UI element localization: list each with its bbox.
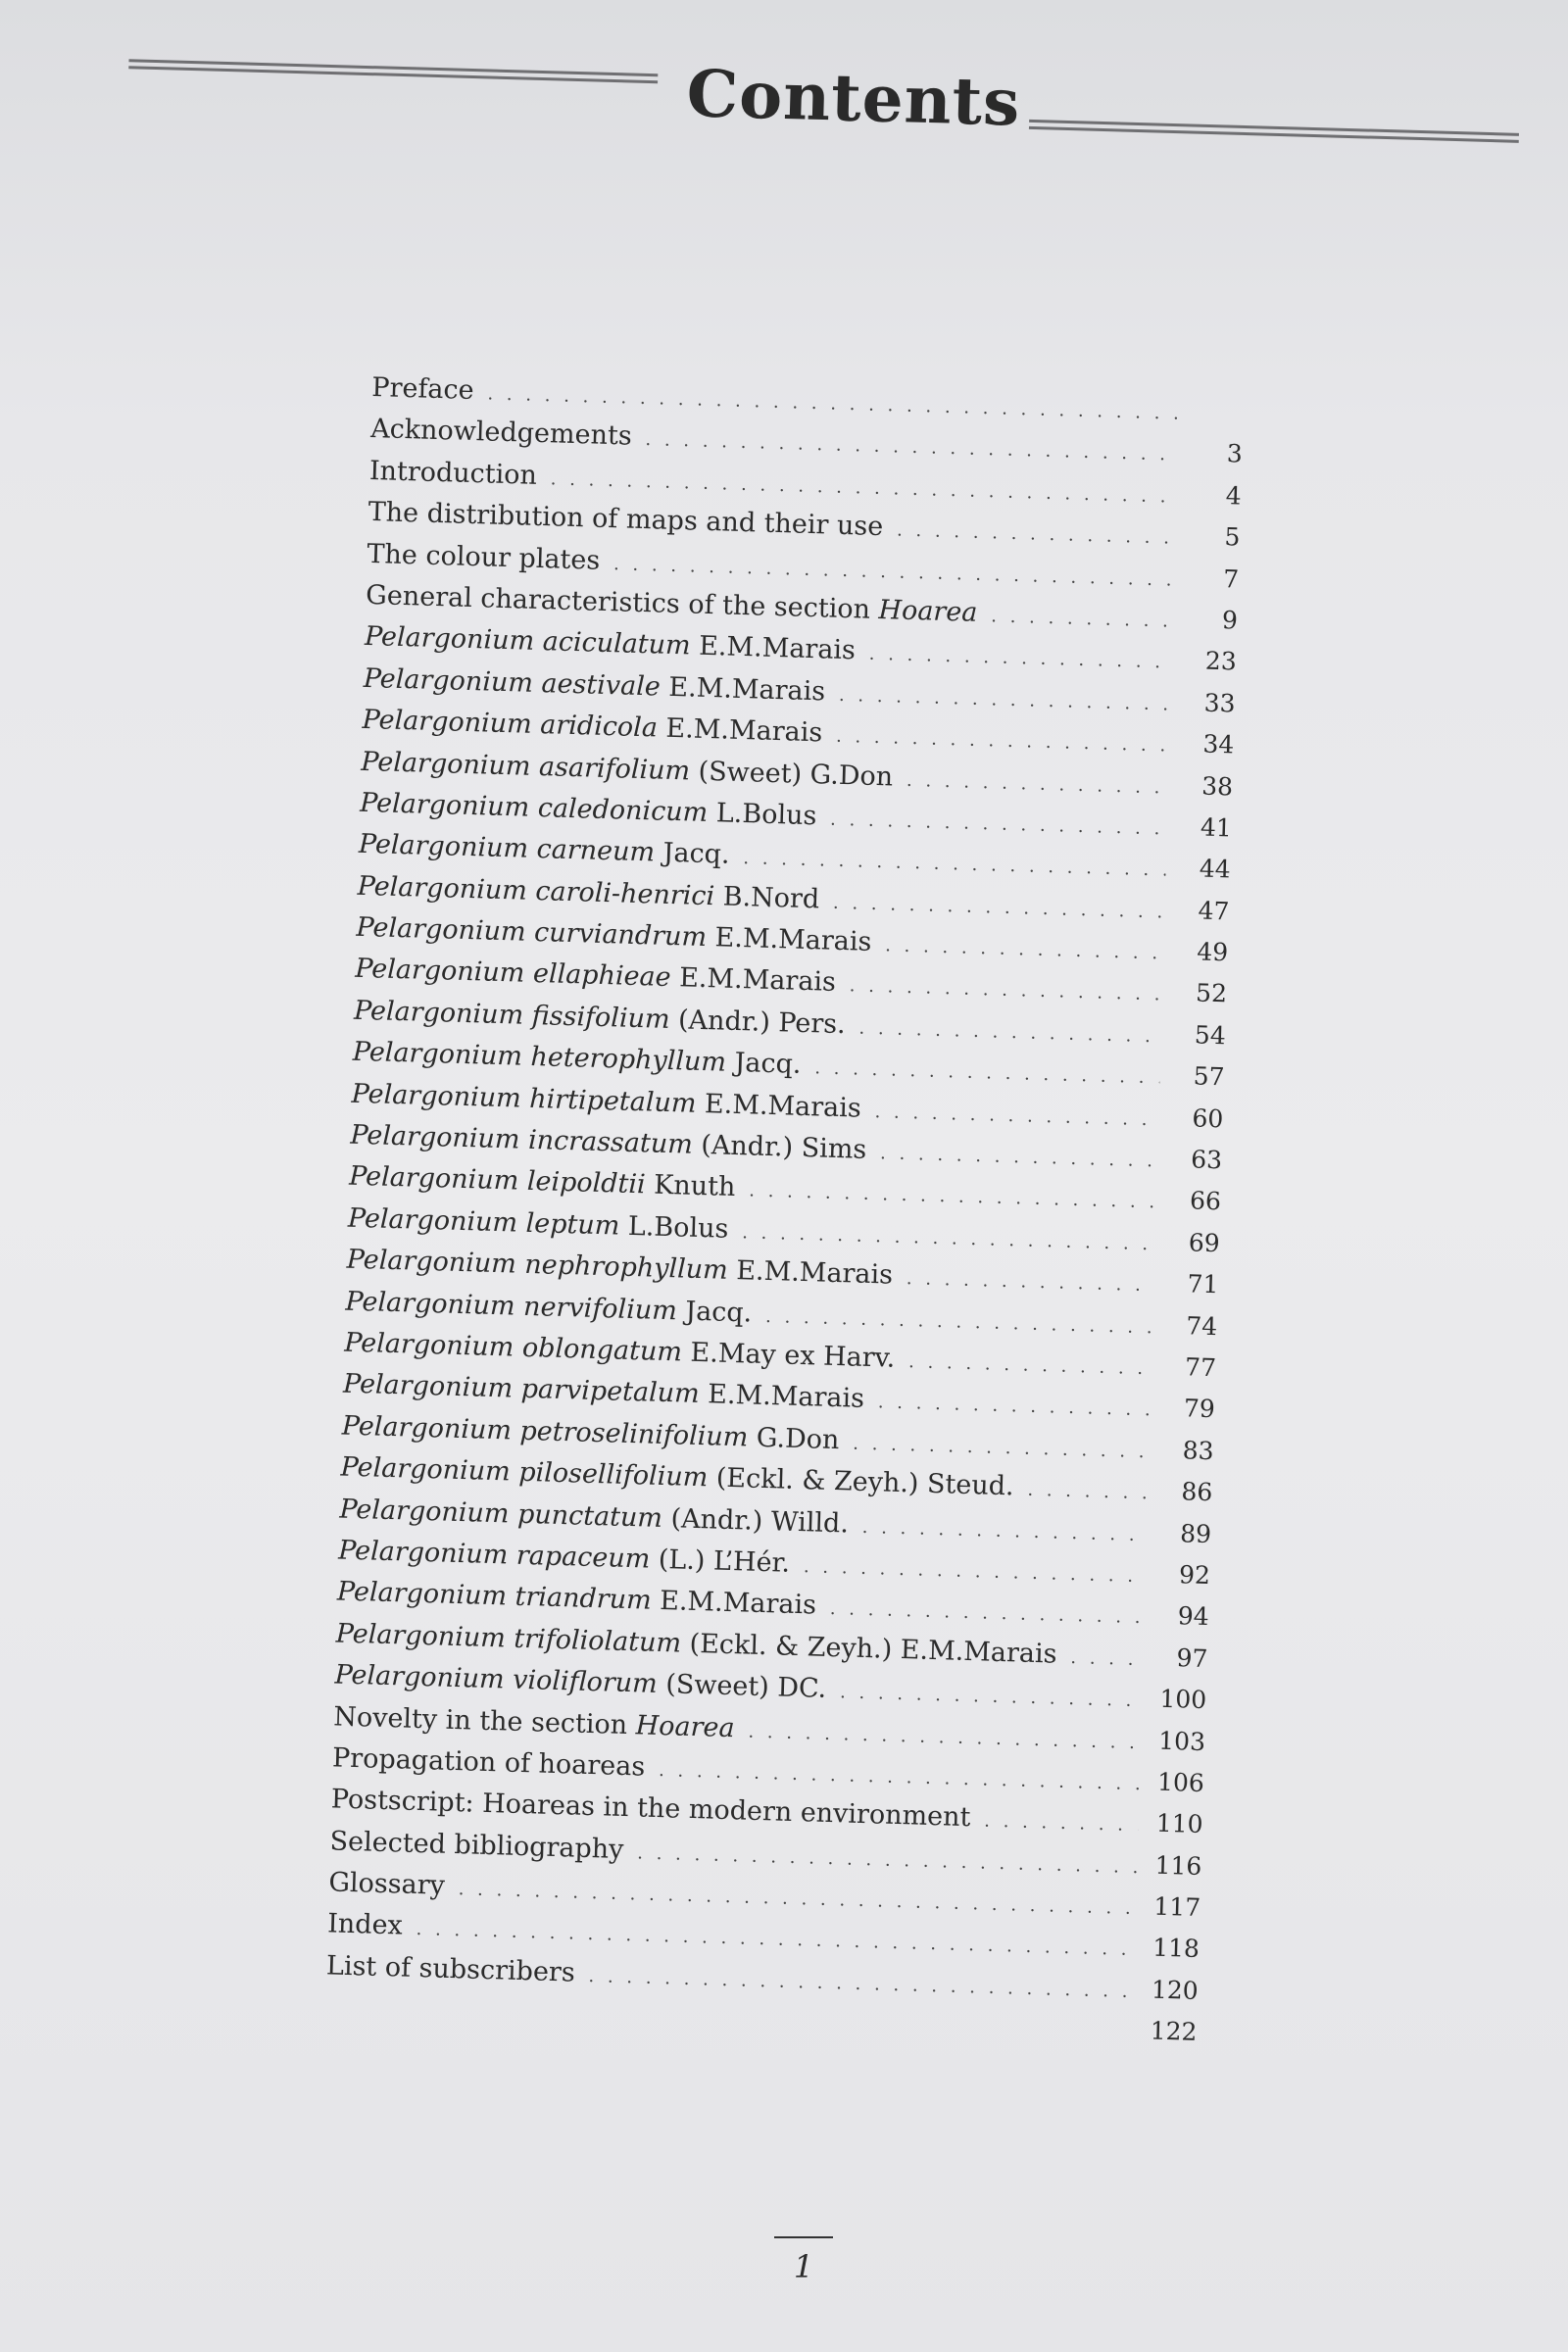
toc-entry-page: 71 — [1187, 1269, 1219, 1299]
toc-entry-page: 103 — [1157, 1726, 1206, 1756]
table-of-contents — [324, 368, 1244, 2054]
toc-entry-text: Jacq. — [676, 1295, 753, 1329]
toc-leader-dots — [1027, 1470, 1149, 1515]
toc-entry-text: Glossary — [328, 1867, 446, 1901]
toc-leader-dots — [908, 1342, 1152, 1390]
toc-entry-italic: Pelargonium parvipetalum — [342, 1368, 701, 1410]
footer-rule — [774, 2236, 833, 2238]
toc-entry-text: L.Bolus — [707, 797, 817, 832]
toc-entry-title — [327, 1904, 404, 1947]
toc-entry-italic: Pelargonium aridicola — [362, 704, 659, 744]
toc-entry-italic: Pelargonium leipoldtii — [348, 1161, 647, 1200]
toc-entry-page: 4 — [1225, 480, 1243, 511]
toc-entry-text: Novelty in the section — [332, 1700, 637, 1740]
toc-entry-page: 89 — [1179, 1518, 1212, 1548]
toc-entry-text: Selected bibliography — [329, 1826, 624, 1865]
toc-entry-text: (Eckl. & Zeyh.) Steud. — [707, 1462, 1015, 1502]
toc-entry-italic: Pelargonium incrassatum — [349, 1119, 694, 1160]
toc-entry-text: Index — [326, 1908, 404, 1941]
toc-entry-text: Postscript: Hoareas in the modern environment — [330, 1784, 971, 1834]
toc-entry-text: E.M.Marais — [706, 922, 872, 957]
toc-entry-text: E.May ex Harv. — [681, 1337, 896, 1374]
toc-entry-text: The colour plates — [367, 538, 601, 576]
toc-entry-page: 41 — [1200, 812, 1233, 843]
toc-entry-text: Introduction — [368, 455, 538, 491]
toc-entry-text: (L.) L’Hér. — [649, 1544, 791, 1579]
toc-entry-italic: Pelargonium caroli-henrici — [357, 870, 715, 911]
page-footer — [774, 2236, 833, 2285]
toc-entry-text: General characteristics of the section — [365, 579, 879, 625]
toc-entry-text: Jacq. — [725, 1047, 802, 1081]
toc-entry-text: E.M.Marais — [657, 712, 823, 749]
toc-entry-page: 79 — [1183, 1394, 1216, 1424]
toc-entry-italic: Pelargonium trifoliolatum — [335, 1618, 682, 1659]
toc-entry-text: G.Don — [747, 1422, 840, 1455]
toc-entry-italic: Pelargonium petroselinifolium — [341, 1410, 749, 1453]
toc-entry-italic: Pelargonium leptum — [347, 1202, 620, 1242]
toc-entry-page: 60 — [1192, 1103, 1224, 1133]
header — [125, 20, 1521, 225]
toc-entry-page: 9 — [1221, 606, 1239, 635]
toc-leader-dots — [906, 1258, 1154, 1306]
toc-entry-text: Propagation of hoareas — [331, 1742, 646, 1783]
toc-entry-page: 118 — [1152, 1934, 1200, 1964]
toc-entry-italic: Pelargonium aestivale — [363, 662, 662, 703]
toc-leader-dots — [906, 760, 1168, 808]
header-rule-right — [1029, 120, 1519, 143]
toc-entry-page: 110 — [1155, 1808, 1203, 1839]
toc-entry-page: 83 — [1182, 1436, 1214, 1465]
toc-entry-page: 122 — [1150, 2016, 1198, 2047]
toc-entry-text: E.M.Marais — [670, 962, 837, 999]
toc-entry-page: 23 — [1204, 646, 1238, 676]
toc-entry-page: 97 — [1176, 1642, 1208, 1673]
toc-entry-page: 106 — [1156, 1767, 1205, 1797]
toc-entry-text: E.M.Marais — [727, 1255, 894, 1291]
toc-leader-dots — [991, 596, 1174, 642]
toc-leader-dots — [877, 1383, 1151, 1432]
header-rule-left — [128, 59, 658, 83]
toc-entry-text: E.M.Marais — [696, 1088, 862, 1124]
toc-entry-page: 3 — [1226, 439, 1244, 468]
page-number: 1 — [793, 2248, 814, 2285]
toc-entry-text: E.M.Marais — [660, 671, 826, 708]
toc-entry-page: 66 — [1189, 1186, 1222, 1216]
toc-entry-page: 38 — [1200, 771, 1234, 801]
toc-entry-text: (Andr.) Pers. — [669, 1004, 847, 1041]
toc-entry-italic: Pelargonium asarifolium — [360, 746, 691, 787]
toc-entry-italic: Pelargonium aciculatum — [364, 621, 692, 662]
toc-entry-page: 49 — [1196, 937, 1229, 967]
toc-entry-page: 69 — [1188, 1228, 1221, 1258]
toc-entry-text: The distribution of maps and their use — [368, 497, 884, 543]
toc-entry-italic: Pelargonium triandrum — [336, 1576, 653, 1617]
toc-entry-text: (Sweet) DC. — [657, 1669, 827, 1705]
toc-entry-title — [368, 451, 537, 497]
toc-entry-italic: Pelargonium ellaphieae — [354, 954, 672, 994]
toc-entry-text: L.Bolus — [618, 1210, 729, 1245]
toc-entry-italic: Pelargonium pilosellifolium — [340, 1451, 709, 1494]
toc-entry-page: 100 — [1159, 1684, 1207, 1715]
toc-entry-text: (Eckl. & Zeyh.) E.M.Marais — [680, 1628, 1057, 1670]
toc-leader-dots — [984, 1801, 1139, 1847]
toc-entry-page: 92 — [1178, 1560, 1211, 1591]
toc-entry-italic: Pelargonium punctatum — [339, 1494, 663, 1534]
toc-entry-page: 117 — [1152, 1891, 1201, 1923]
toc-entry-text: Knuth — [645, 1169, 736, 1203]
toc-entry-text: (Andr.) Sims — [692, 1129, 867, 1165]
toc-entry-italic: Pelargonium violiflorum — [334, 1659, 659, 1700]
toc-entry-italic: Pelargonium curviandrum — [356, 911, 708, 954]
toc-entry-page: 47 — [1198, 896, 1230, 926]
toc-entry-page: 7 — [1222, 564, 1240, 594]
toc-entry-page: 52 — [1195, 978, 1228, 1008]
toc-entry-italic: Pelargonium caledonicum — [359, 787, 709, 828]
toc-entry-title — [325, 1945, 575, 1993]
page-title: Contents — [685, 55, 1022, 141]
toc-entry-title — [370, 409, 633, 458]
toc-entry-text: B.Nord — [713, 880, 820, 915]
toc-entry-title — [371, 368, 474, 412]
toc-entry-italic: Hoarea — [878, 594, 978, 628]
toc-entry-title — [367, 533, 601, 581]
toc-entry-text: E.M.Marais — [699, 1379, 865, 1415]
toc-entry-page: 54 — [1194, 1020, 1227, 1051]
toc-entry-italic: Pelargonium carneum — [358, 829, 656, 868]
toc-entry-page: 44 — [1199, 854, 1232, 884]
toc-entry-text: (Sweet) G.Don — [689, 756, 894, 792]
toc-entry-text: Acknowledgements — [369, 414, 633, 453]
toc-entry-page — [1189, 419, 1244, 421]
toc-entry-italic: Pelargonium heterophyllum — [352, 1036, 727, 1078]
toc-leader-dots — [880, 1133, 1158, 1182]
toc-spacer — [325, 2016, 1143, 2039]
toc-entry-text: Preface — [370, 371, 475, 406]
toc-entry-text: E.M.Marais — [651, 1586, 817, 1621]
toc-entry-page: 120 — [1151, 1975, 1200, 2005]
toc-entry-text: Jacq. — [654, 837, 730, 870]
toc-entry-page: 74 — [1185, 1310, 1218, 1341]
toc-entry-page: 5 — [1224, 522, 1241, 552]
toc-entry-italic: Pelargonium fissifolium — [353, 995, 670, 1035]
toc-entry-italic: Pelargonium nephrophyllum — [346, 1244, 729, 1287]
toc-entry-text: E.M.Marais — [690, 630, 857, 666]
toc-entry-title — [328, 1862, 446, 1906]
toc-entry-italic: Pelargonium hirtipetalum — [351, 1078, 697, 1119]
toc-entry-page: 34 — [1202, 729, 1235, 760]
toc-entry-page: 86 — [1181, 1477, 1213, 1507]
toc-entry-italic: Pelargonium rapaceum — [337, 1535, 651, 1575]
toc-entry-text: List of subscribers — [325, 1950, 576, 1988]
toc-entry-page: 94 — [1177, 1601, 1210, 1632]
toc-leader-dots — [1070, 1638, 1144, 1681]
toc-entry-text: (Andr.) Willd. — [662, 1502, 850, 1540]
toc-entry-italic: Pelargonium nervifolium — [345, 1286, 678, 1326]
toc-entry-page: 77 — [1184, 1352, 1217, 1383]
toc-entry-italic: Pelargonium oblongatum — [343, 1327, 683, 1368]
toc-entry-italic: Hoarea — [635, 1709, 736, 1743]
toc-entry-page: 116 — [1154, 1850, 1202, 1881]
toc-entry-page: 33 — [1203, 688, 1236, 718]
toc-entry-page: 63 — [1190, 1145, 1223, 1175]
toc-entry-page: 57 — [1193, 1061, 1225, 1092]
